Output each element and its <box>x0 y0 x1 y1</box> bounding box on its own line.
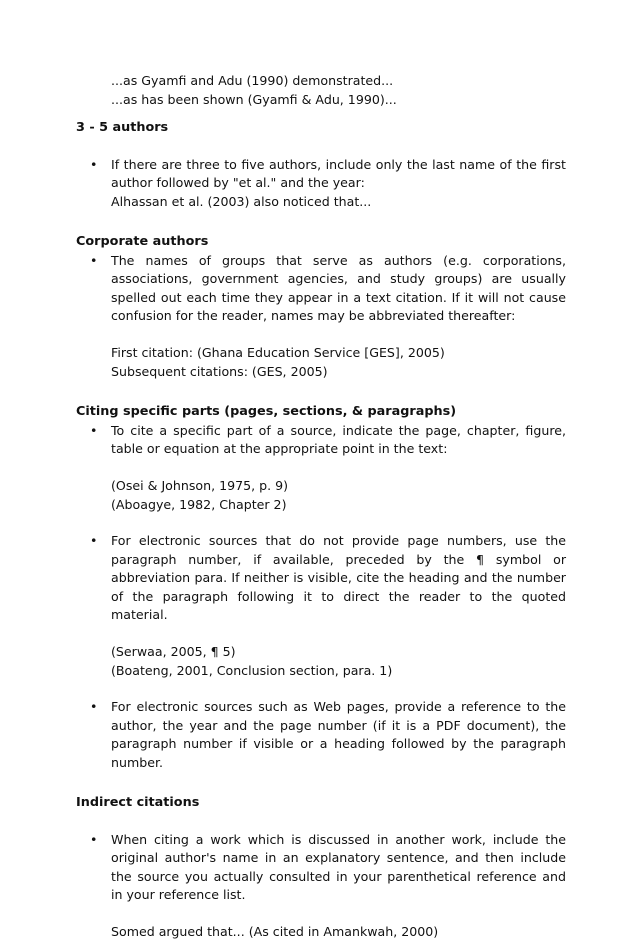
specific-example-2a: (Serwaa, 2005, ¶ 5) <box>111 644 236 659</box>
bullet-icon: • <box>90 156 98 172</box>
indirect-example: Somed argued that... (As cited in Amankwah, 2000) <box>111 924 439 939</box>
heading-citing-specific-parts: Citing specific parts (pages, sections, & paragraphs) <box>76 404 457 419</box>
three-five-example: Alhassan et al. (2003) also noticed that... <box>111 193 372 209</box>
list-item <box>76 156 566 193</box>
specific-example-1a: (Osei & Johnson, 1975, p. 9) <box>111 478 289 493</box>
list-item <box>76 831 566 905</box>
bullet-icon: • <box>90 831 98 847</box>
intro-example-1: ...as Gyamfi and Adu (1990) demonstrated... <box>111 73 394 88</box>
list-item <box>76 532 566 625</box>
bullet-text: If there are three to five authors, include only the last name of the first author followed by "et al." and the year: <box>111 156 566 190</box>
bullet-icon: • <box>90 533 98 548</box>
specific-example-2b: (Boateng, 2001, Conclusion section, para. 1) <box>111 662 393 678</box>
list-item <box>76 252 566 326</box>
heading-three-five-authors: 3 - 5 authors <box>76 120 169 135</box>
bullet-icon: • <box>90 699 98 714</box>
bullet-text: When citing a work which is discussed in another work, include the original author's name in an explanatory sentence, and then include the source you actually consulted in your parenthetical reference and in your reference list. <box>111 831 566 902</box>
bullet-icon: • <box>90 252 98 268</box>
heading-corporate-authors: Corporate authors <box>76 234 209 249</box>
list-item <box>76 698 566 772</box>
list-item <box>76 422 566 459</box>
specific-example-1b: (Aboagye, 1982, Chapter 2) <box>111 496 287 512</box>
intro-example-2: ...as has been shown (Gyamfi & Adu, 1990)... <box>111 91 397 107</box>
bullet-text: For electronic sources that do not provide page numbers, use the paragraph number, if available, preceded by the ¶ symbol or abbreviation para. If neither is visible, cite the heading and the number of the paragraph following it to direct the reader to the quoted material. <box>111 533 566 622</box>
corporate-example-1: First citation: (Ghana Education Service [GES], 2005) <box>111 345 445 360</box>
bullet-text: To cite a specific part of a source, indicate the page, chapter, figure, table or equation at the appropriate point in the text: <box>111 422 566 456</box>
heading-indirect-citations: Indirect citations <box>76 795 200 810</box>
bullet-icon: • <box>90 422 98 438</box>
corporate-example-2: Subsequent citations: (GES, 2005) <box>111 363 328 379</box>
bullet-text: For electronic sources such as Web pages, provide a reference to the author, the year and the page number (if it is a PDF document), the paragraph number if visible or a heading followed by the paragraph number. <box>111 699 566 770</box>
bullet-text: The names of groups that serve as authors (e.g. corporations, associations, government agencies, and study groups) are usually spelled out each time they appear in a text citation. If it will not cause confusion for the reader, names may be abbreviated thereafter: <box>111 252 566 323</box>
